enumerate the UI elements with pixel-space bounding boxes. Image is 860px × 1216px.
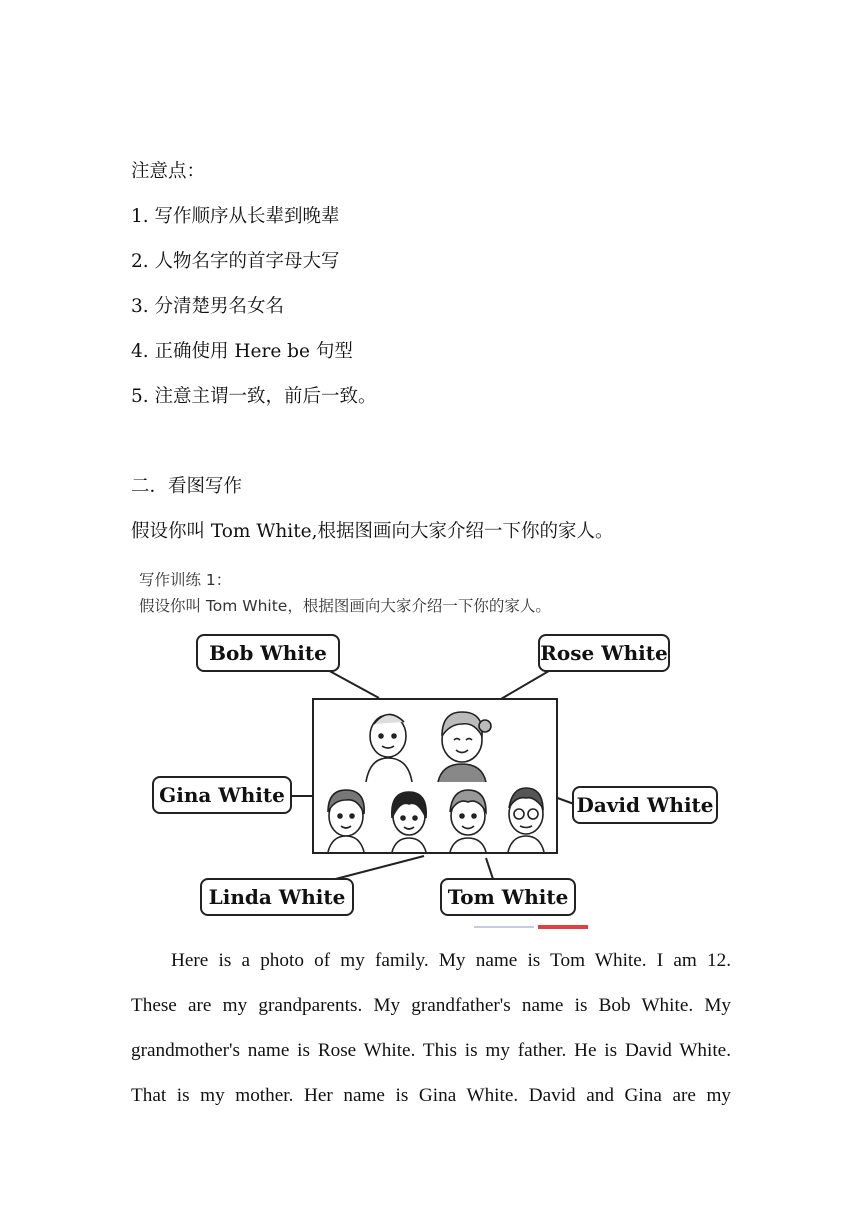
section-title: 二．看图写作 <box>131 476 243 497</box>
label-tom-white: Tom White <box>440 878 576 916</box>
family-photo <box>312 698 558 854</box>
label-bob-white: Bob White <box>196 634 340 672</box>
figure-header-line2: 假设你叫 Tom White，根据图画向大家介绍一下你的家人。 <box>139 597 551 615</box>
cropped-watermark-strip <box>474 924 594 930</box>
linda-figure <box>392 792 426 852</box>
note-item-4: 4. 正确使用 Here be 句型 <box>131 341 353 362</box>
label-linda-white: Linda White <box>200 878 354 916</box>
label-gina-white: Gina White <box>152 776 292 814</box>
family-figure <box>134 560 724 932</box>
family-drawing <box>314 700 556 852</box>
grandmother-figure <box>438 712 491 782</box>
essay-line-1: Here is a photo of my family. My name is Tom White. I am 12. <box>171 950 731 971</box>
label-rose-white: Rose White <box>538 634 670 672</box>
tom-figure <box>450 790 486 852</box>
essay-line-4: That is my mother. Her name is Gina White. David and Gina are my <box>131 1085 731 1106</box>
grandfather-figure <box>366 714 412 782</box>
father-figure <box>508 788 544 852</box>
label-david-white: David White <box>572 786 718 824</box>
essay-line-2: These are my grandparents. My grandfather's name is Bob White. My <box>131 995 731 1016</box>
note-item-2: 2. 人物名字的首字母大写 <box>131 251 340 272</box>
note-item-1: 1. 写作顺序从长辈到晚辈 <box>131 206 340 227</box>
figure-header-line1: 写作训练 1： <box>139 571 232 589</box>
note-item-5: 5. 注意主谓一致，前后一致。 <box>131 386 377 407</box>
essay-line-3: grandmother's name is Rose White. This is my father. He is David White. <box>131 1040 731 1061</box>
section-prompt: 假设你叫 Tom White,根据图画向大家介绍一下你的家人。 <box>131 521 614 542</box>
notes-heading: 注意点： <box>131 161 206 182</box>
mother-figure <box>328 790 364 852</box>
note-item-3: 3. 分清楚男名女名 <box>131 296 285 317</box>
